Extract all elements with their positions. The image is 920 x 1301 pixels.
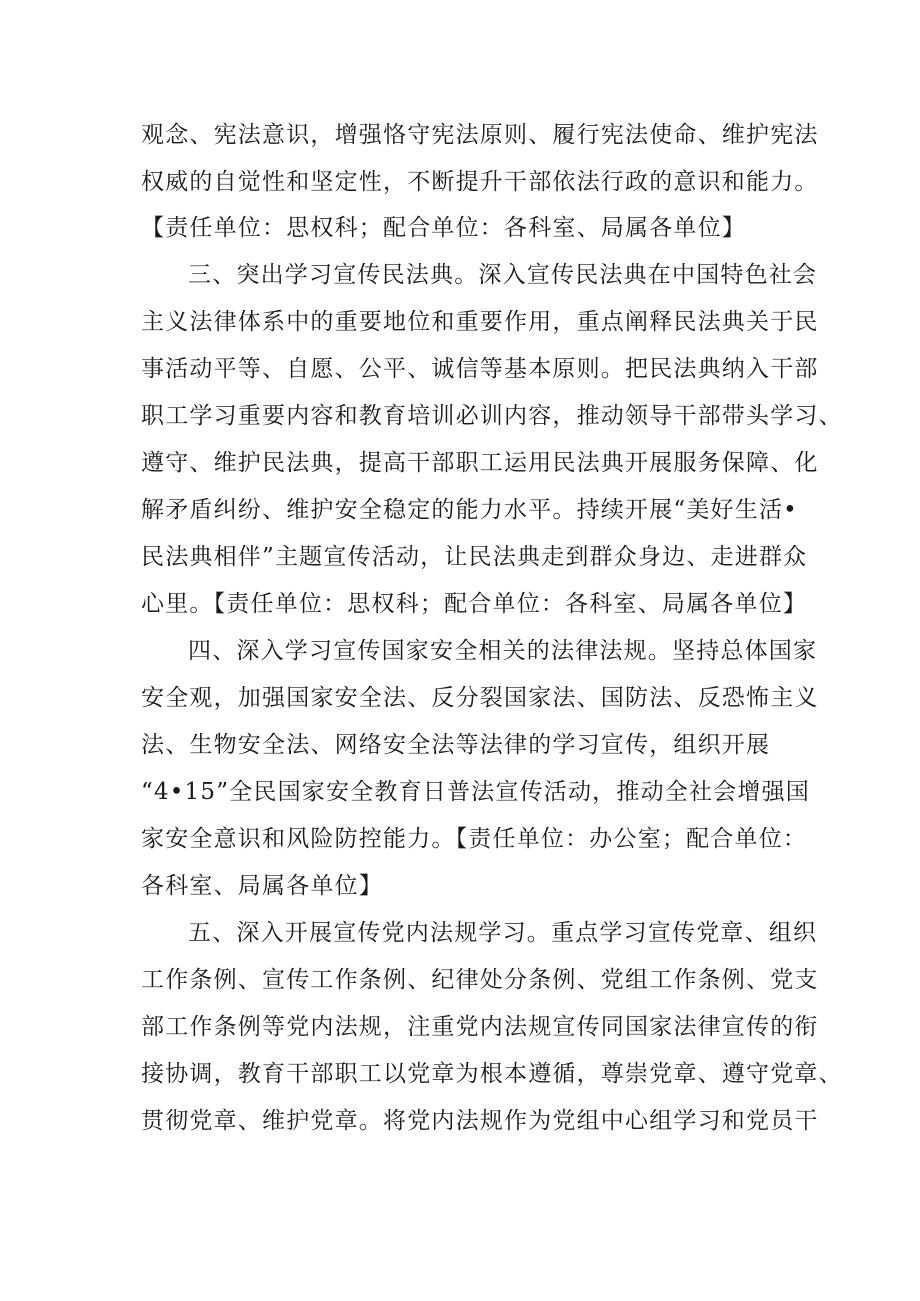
text-line: 家安全意识和风险防控能力。【责任单位：办公室；配合单位： bbox=[141, 826, 808, 852]
text-line: 工作条例、宣传工作条例、纪律处分条例、党组工作条例、党支 bbox=[141, 967, 819, 993]
text-line: 权威的自觉性和坚定性，不断提升干部依法行政的意识和能力。 bbox=[141, 169, 819, 195]
text-line: 安全观，加强国家安全法、反分裂国家法、国防法、反恐怖主义 bbox=[141, 685, 819, 711]
text-line: 贯彻党章、维护党章。将党内法规作为党组中心组学习和党员干 bbox=[141, 1108, 819, 1134]
text-line: 事活动平等、自愿、公平、诚信等基本原则。把民法典纳入干部 bbox=[141, 356, 819, 382]
text-line: 心里。【责任单位：思权科；配合单位：各科室、局属各单位】 bbox=[141, 591, 808, 617]
text-line: 【责任单位：思权科；配合单位：各科室、局属各单位】 bbox=[141, 215, 746, 241]
text-line: 主义法律体系中的重要地位和重要作用，重点阐释民法典关于民 bbox=[141, 309, 819, 335]
text-line: 民法典相伴”主题宣传活动，让民法典走到群众身边、走进群众 bbox=[141, 544, 808, 570]
text-line: 法、生物安全法、网络安全法等法律的学习宣传，组织开展 bbox=[141, 732, 771, 758]
paragraph-start-line: 三、突出学习宣传民法典。深入宣传民法典在中国特色社会 bbox=[188, 262, 818, 288]
text-line: 观念、宪法意识，增强恪守宪法原则、履行宪法使命、维护宪法 bbox=[141, 122, 819, 148]
text-line: 部工作条例等党内法规，注重党内法规宣传同国家法律宣传的衔 bbox=[141, 1014, 819, 1040]
text-line: “4•15”全民国家安全教育日普法宣传活动，推动全社会增强国 bbox=[141, 779, 810, 805]
paragraph-start-line: 五、深入开展宣传党内法规学习。重点学习宣传党章、组织 bbox=[188, 920, 818, 946]
text-line: 各科室、局属各单位】 bbox=[141, 873, 383, 899]
text-line: 职工学习重要内容和教育培训必训内容，推动领导干部带头学习、 bbox=[141, 403, 843, 429]
paragraph-start-line: 四、深入学习宣传国家安全相关的法律法规。坚持总体国家 bbox=[188, 638, 818, 664]
text-line: 解矛盾纠纷、维护安全稳定的能力水平。持续开展“美好生活• bbox=[141, 497, 798, 523]
text-line: 遵守、维护民法典，提高干部职工运用民法典开展服务保障、化 bbox=[141, 450, 819, 476]
text-line: 接协调，教育干部职工以党章为根本遵循，尊崇党章、遵守党章、 bbox=[141, 1061, 843, 1087]
